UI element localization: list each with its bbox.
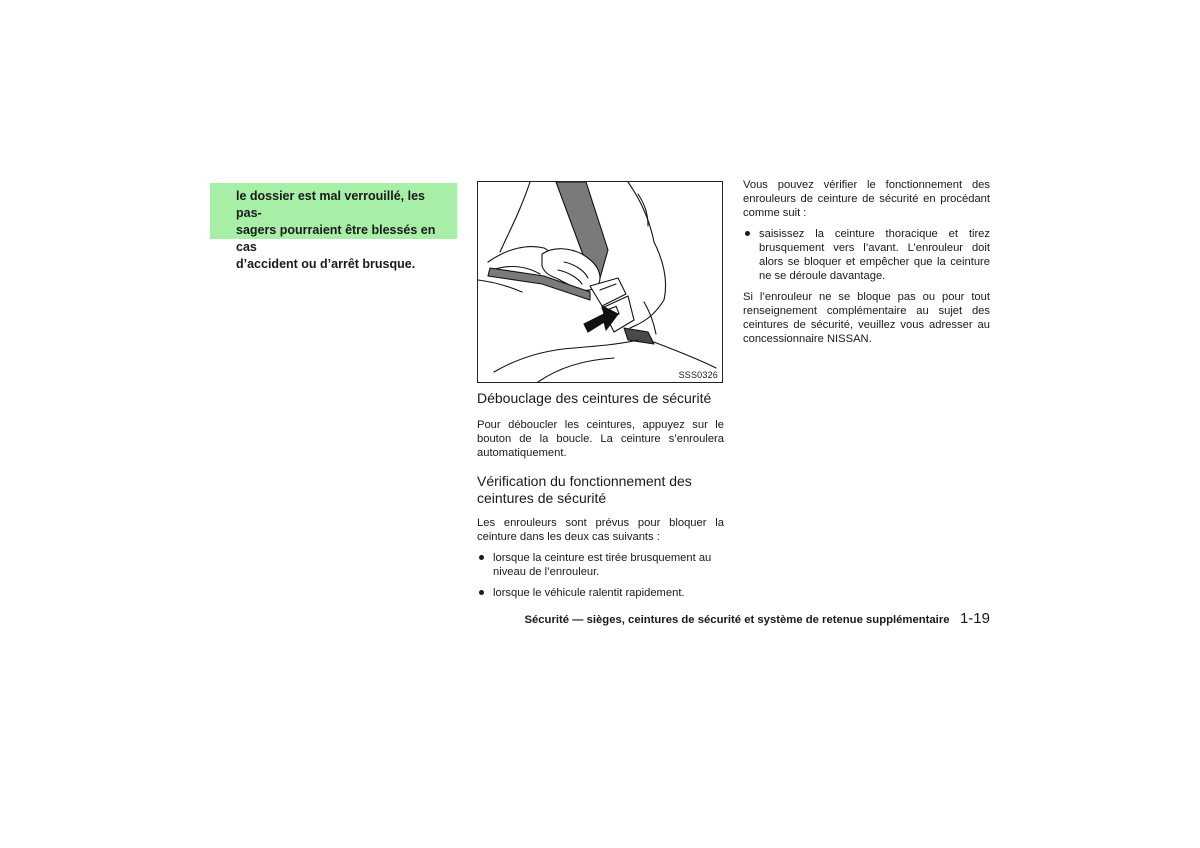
check-list <box>743 227 990 283</box>
footer-title: Sécurité — sièges, ceintures de sécurité et système de retenue supplémentaire <box>524 614 950 626</box>
warning-line: le dossier est mal verrouillé, les pas- <box>236 189 425 220</box>
list-item: lorsque la ceinture est tirée brusquement au niveau de l’enrouleur. <box>477 551 724 579</box>
figure-code: SSS0326 <box>678 370 718 380</box>
warning-text <box>236 188 449 273</box>
page-footer <box>500 610 990 630</box>
unbuckle-heading: Débouclage des ceintures de sécurité <box>477 390 712 406</box>
verify-intro: Les enrouleurs sont prévus pour bloquer la ceinture dans les deux cas suivants : <box>477 517 724 543</box>
verify-heading-line: Vérification du fonctionnement des <box>477 473 692 489</box>
middle-column <box>477 390 724 600</box>
seatbelt-illustration <box>477 181 723 383</box>
check-closing: Si l’enrouleur ne se bloque pas ou pour tout renseignement complémentaire au sujet des ceintures de sécurité, veuillez vous adresser au concessionnaire NISSAN. <box>743 291 990 345</box>
list-item: saisissez la ceinture thoracique et tirez brusquement vers l’avant. L’enrouleur doit alors se bloquer et empêcher que la ceinture ne se déroule davantage. <box>743 227 990 283</box>
verify-heading <box>477 473 724 507</box>
unbuckle-text: Pour déboucler les ceintures, appuyez sur le bouton de la boucle. La ceinture s’enroulera automatiquement. <box>477 419 724 459</box>
seatbelt-buckle-drawing <box>478 182 722 382</box>
list-item: lorsque le véhicule ralentit rapidement. <box>477 586 724 600</box>
warning-box <box>210 183 457 271</box>
right-column <box>743 178 990 346</box>
warning-line: sagers pourraient être blessés en cas <box>236 223 436 254</box>
warning-line: d’accident ou d’arrêt brusque. <box>236 257 416 271</box>
page-number: 1-19 <box>959 610 990 627</box>
verify-heading-line: ceintures de sécurité <box>477 490 607 506</box>
check-intro: Vous pouvez vérifier le fonctionnement des enrouleurs de ceinture de sécurité en procédant comme suit : <box>743 179 990 219</box>
verify-list <box>477 551 724 600</box>
